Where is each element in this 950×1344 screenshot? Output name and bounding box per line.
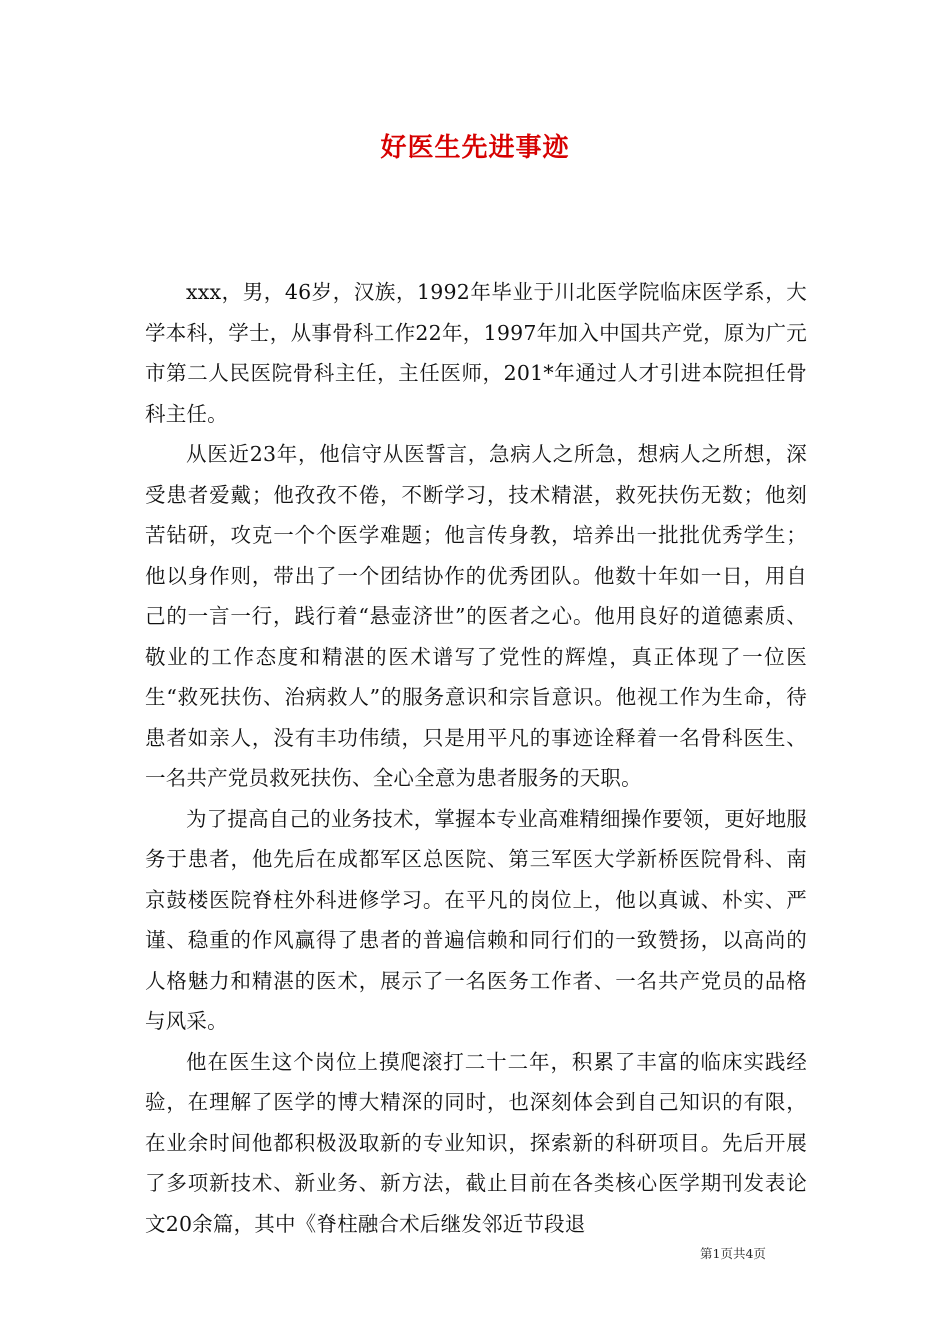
page-number-footer: 第1页共4页	[700, 1246, 766, 1261]
document-body	[145, 272, 807, 1244]
paragraph-4: 他在医生这个岗位上摸爬滚打二十二年，积累了丰富的临床实践经验，在理解了医学的博大精深的同时，也深刻体会到自己知识的有限，在业余时间他都积极汲取新的专业知识，探索新的科研项目。先后开展了多项新技术、新业务、新方法，截止目前在各类核心医学期刊发表论文20余篇，其中《脊柱融合术后继发邻近节段退	[145, 1049, 807, 1236]
document-title: 好医生先进事迹	[380, 133, 570, 163]
paragraph-2: 从医近23年，他信守从医誓言，急病人之所急，想病人之所想，深受患者爱戴；他孜孜不倦，不断学习，技术精湛，救死扶伤无数；他刻苦钻研，攻克一个个医学难题；他言传身教，培养出一批批优秀学生；他以身作则，带出了一个团结协作的优秀团队。他数十年如一日，用自己的一言一行，践行着“悬壶济世”的医者之心。他用良好的道德素质、敬业的工作态度和精湛的医术谱写了党性的辉煌，真正体现了一位医生“救死扶伤、治病救人”的服务意识和宗旨意识。他视工作为生命，待患者如亲人，没有丰功伟绩，只是用平凡的事迹诠释着一名骨科医生、一名共产党员救死扶伤、全心全意为患者服务的天职。	[145, 442, 807, 790]
paragraph-1: xxx，男，46岁，汉族，1992年毕业于川北医学院临床医学系，大学本科，学士，从事骨科工作22年，1997年加入中国共产党，原为广元市第二人民医院骨科主任，主任医师，201*年通过人才引进本院担任骨科主任。	[145, 280, 807, 426]
paragraph-3: 为了提高自己的业务技术，掌握本专业高难精细操作要领，更好地服务于患者，他先后在成都军区总医院、第三军医大学新桥医院骨科、南京鼓楼医院脊柱外科进修学习。在平凡的岗位上，他以真诚、朴实、严谨、稳重的作风赢得了患者的普遍信赖和同行们的一致赞扬，以高尚的人格魅力和精湛的医术，展示了一名医务工作者、一名共产党员的品格与风采。	[145, 806, 807, 1033]
